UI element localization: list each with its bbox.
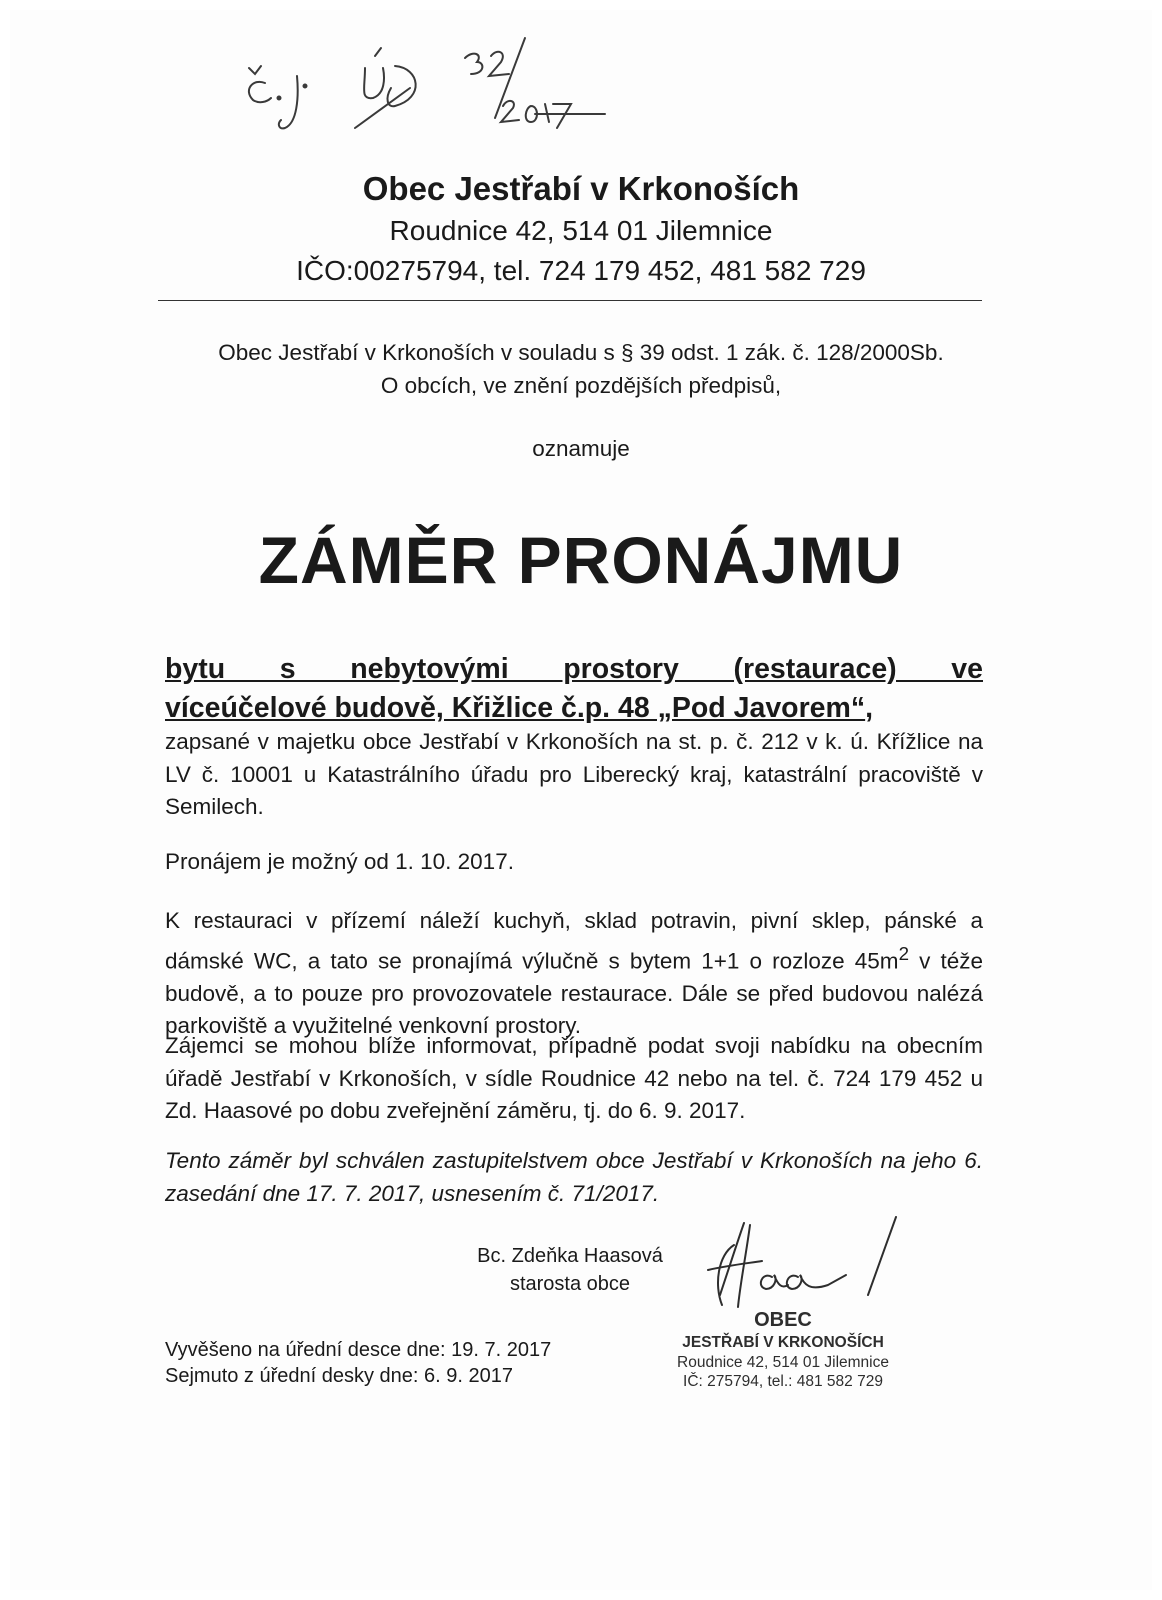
- removed-date: Sejmuto z úřední desky dne: 6. 9. 2017: [165, 1365, 513, 1387]
- posted-date: Vyvěšeno na úřední desce dne: 19. 7. 2017: [165, 1339, 552, 1361]
- header-divider: [158, 300, 982, 301]
- signatory-name: Bc. Zdeňka Haasová: [477, 1245, 663, 1267]
- municipality-name: Obec Jestřabí v Krkonoších: [362, 170, 800, 207]
- stamp-line-3: Roudnice 42, 514 01 Jilemnice: [677, 1354, 889, 1371]
- stamp-line-2: JESTŘABÍ V KRKONOŠÍCH: [682, 1334, 884, 1351]
- paragraph-description: [165, 905, 983, 1043]
- description-before: K restauraci v přízemí náleží kuchyň, sklad potravin, pivní sklep, pánské a dámské WC, a tato se pronajímá výlučně s bytem 1+1 o rozloze 45m: [165, 908, 983, 973]
- paragraph-contact: Zájemci se mohou blíže informovat, případně podat svoji nabídku na obecním úřadě Jestřabí v Krkonoších, v sídle Roudnice 42 nebo na tel. č. 724 179 452 u Zd. Haasové po dobu zveřejnění záměru, tj. do 6. 9. 2017.: [165, 1033, 983, 1123]
- stamp-line-1: OBEC: [754, 1309, 812, 1331]
- official-stamp: [658, 1307, 908, 1391]
- subject-line-1: bytu s nebytovými prostory (restaurace) ve: [165, 653, 983, 685]
- subject-line-2-underlined: víceúčelové budově, Křižlice č.p. 48 „Pod Javorem“: [165, 692, 866, 724]
- paragraph-location: zapsané v majetku obce Jestřabí v Krkonoších na st. p. č. 212 v k. ú. Křížlice na LV č. 10001 u Katastrálního úřadu pro Liberecký kraj, katastrální pracoviště v Semilech.: [165, 729, 983, 819]
- description-superscript: 2: [898, 942, 909, 964]
- document-title: ZÁMĚR PRONÁJMU: [258, 523, 904, 597]
- signatory-block: [430, 1242, 710, 1298]
- paragraph-availability: Pronájem je možný od 1. 10. 2017.: [165, 849, 514, 874]
- municipality-address: Roudnice 42, 514 01 Jilemnice: [389, 215, 773, 246]
- paragraph-approval: Tento záměr byl schválen zastupitelstvem obce Jestřabí v Krkonoších na jeho 6. zasedání dne 17. 7. 2017, usnesením č. 71/2017.: [165, 1148, 983, 1206]
- subject-line-2: [165, 692, 983, 725]
- reference-number-handwriting: [235, 28, 635, 138]
- stamp-line-4: IČ: 275794, tel.: 481 582 729: [683, 1373, 883, 1390]
- legal-basis-line-2: O obcích, ve znění pozdějších předpisů,: [380, 373, 782, 398]
- signatory-role: starosta obce: [509, 1273, 631, 1295]
- legal-basis-line-1: Obec Jestřabí v Krkonoších v souladu s § 39 odst. 1 zák. č. 128/2000Sb.: [218, 340, 944, 365]
- posting-dates: [165, 1337, 551, 1389]
- announces-text: oznamuje: [532, 436, 630, 461]
- description-after: v téže budově, a to pouze pro provozovatele restaurace. Dále se před budovou nalézá parkoviště a využitelné venkovní prostory.: [165, 948, 984, 1038]
- subject-line-2-tail: ,: [865, 692, 874, 724]
- document-page: [10, 10, 1152, 1590]
- municipality-ico-phone: IČO:00275794, tel. 724 179 452, 481 582 729: [296, 255, 866, 286]
